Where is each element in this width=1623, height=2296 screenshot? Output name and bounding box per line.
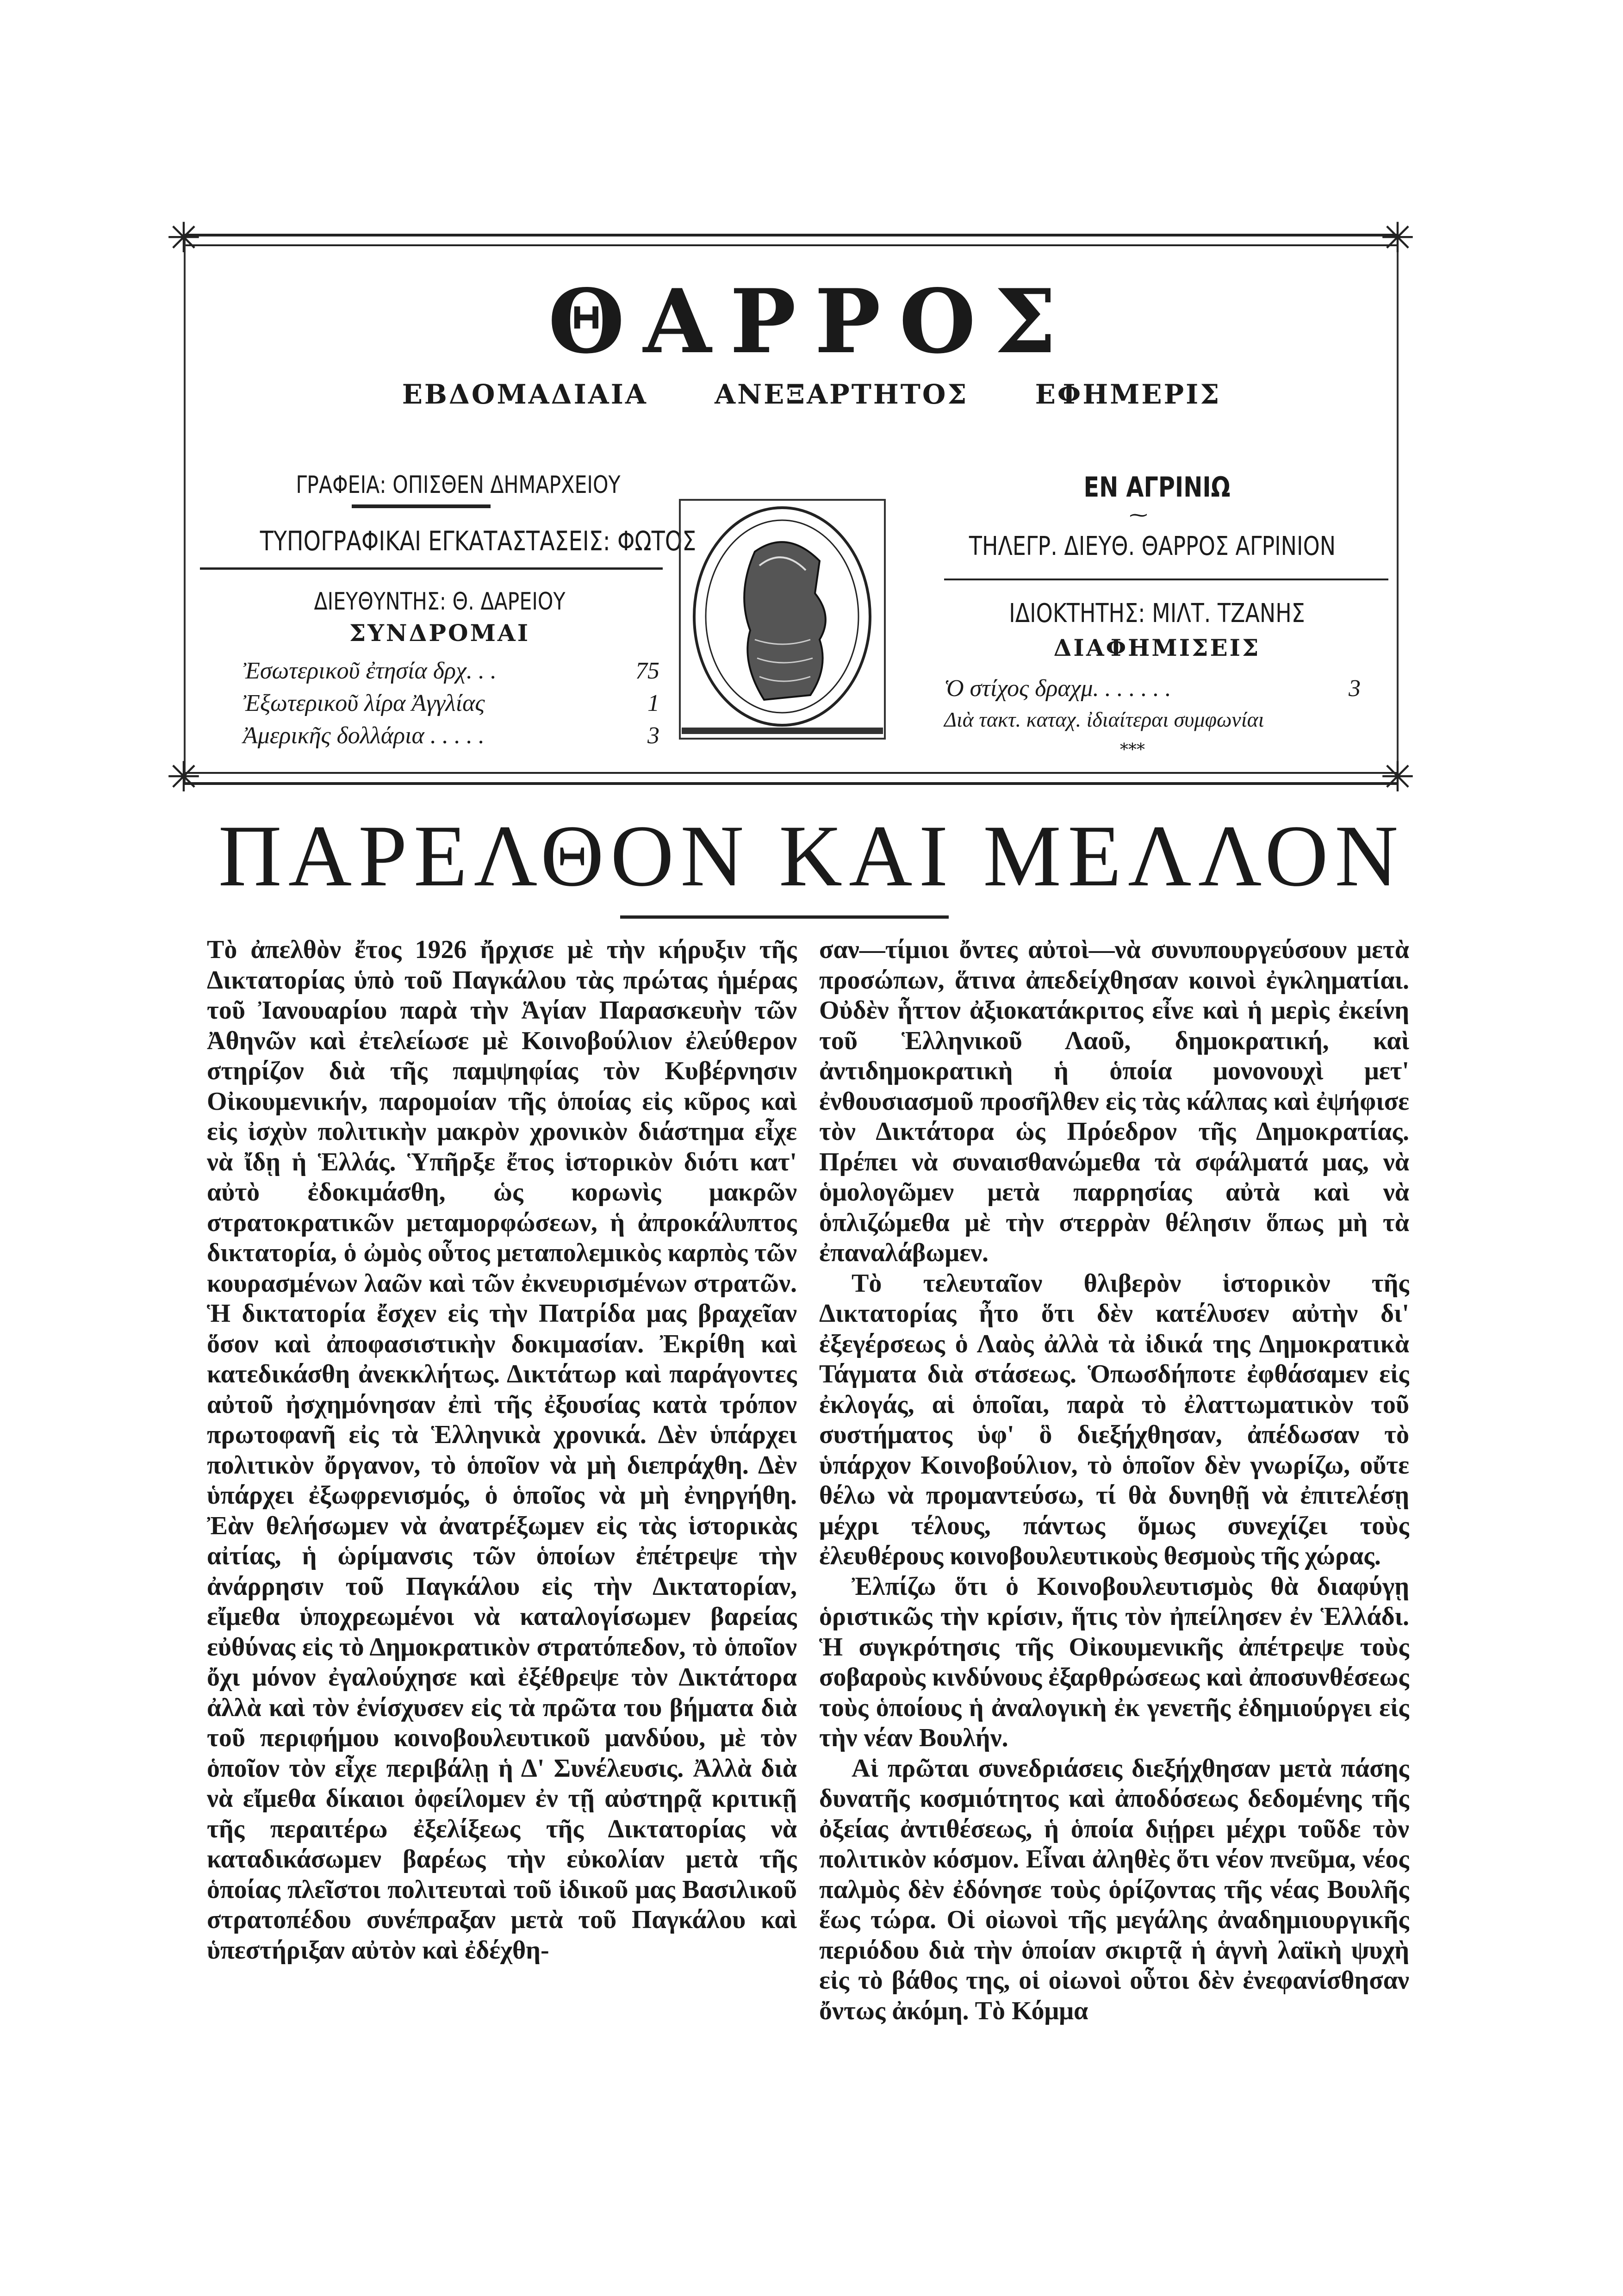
- subscription-row: [243, 722, 659, 749]
- article-headline: ΠΑΡΕΛΘΟΝ ΚΑΙ ΜΕΛΛΟΝ: [218, 808, 1405, 905]
- frame-top-rule-inner: [183, 244, 1398, 246]
- ads-note: [944, 707, 1388, 732]
- offices-address: ΓΡΑΦΕΙΑ: ΟΠΙΣΘΕΝ ΔΗΜΑΡΧΕΙΟΥ: [296, 471, 621, 499]
- athena-medallion-image: [679, 499, 886, 740]
- divider: [200, 567, 663, 570]
- ornament: ***: [1120, 740, 1145, 759]
- ornament-star-icon: ✳: [1380, 753, 1415, 802]
- paragraph: Αἱ πρῶται συνεδριάσεις διεξήχθησαν μετὰ πάσης δυνατῆς κοσμιότητος καὶ ἀποδόσεως δεδομένης τῆς ὀξείας ἀντιθέσεως, ἡ ὁποία διῄρει μέχρι τοῦδε τὸν πολιτικὸν κόσμον. Εἶναι ἀληθὲς ὅτι νέον πνεῦμα, νέος παλμὸς δὲν ἐδόνησε τοὺς ὁρίζοντας τῆς νέας Βουλῆς ἕως τώρα. Οἱ οἰωνοὶ τῆς μεγάλης ἀναδημιουργικῆς περιόδου διὰ τὴν ὁποίαν σκιρτᾷ ἡ ἁγνὴ λαϊκὴ ψυχὴ εἰς τὸ βάθος της, οἱ οἰωνοὶ οὗτοι δὲν ἐνεφανίσθησαν ὄντως ἀκόμη. Τὸ Κόμμα: [819, 1754, 1409, 2025]
- ads-note-text: Διὰ τακτ. καταχ. ἰδιαίτεραι συμφωνίαι: [944, 708, 1264, 731]
- frame-top-rule: [183, 234, 1398, 236]
- frame-bottom-rule: [183, 782, 1398, 785]
- ads-label: Ὁ στίχος δραχμ. . . . . . .: [944, 675, 1171, 702]
- subscription-label: Ἀμερικῆς δολλάρια . . . . .: [243, 722, 485, 749]
- ornament-star-icon: ✳: [1380, 214, 1415, 262]
- divider: [944, 579, 1388, 580]
- flourish-icon: ⁓: [1129, 504, 1148, 526]
- subscription-label: Ἐσωτερικοῦ ἐτησία δρχ. . .: [243, 658, 497, 684]
- subscription-row: [243, 657, 659, 684]
- subscription-value: 3: [647, 722, 659, 749]
- paragraph: Ἐλπίζω ὅτι ὁ Κοινοβουλευτισμὸς θὰ διαφύγῃ ὁριστικῶς τὴν κρίσιν, ἥτις τὸν ἠπείλησεν ἐν Ἑλλάδι. Ἡ συγκρότησις τῆς Οἰκουμενικῆς ἀπέτρεψε τοὺς σοβαροὺς κινδύνους ἐξαρθρώσεως καὶ ἀποσυνθέσεως τοὺς ὁποίους ἡ ἀναλογικὴ ἐκ γενετῆς ἐδημιούργει εἰς τὴν νέαν Βουλήν.: [819, 1572, 1409, 1752]
- athena-head-icon: [681, 501, 884, 738]
- paragraph: σαν—τίμιοι ὄντες αὐτοὶ—νὰ συνυπουργεύσουν μετὰ προσώπων, ἅτινα ἀπεδείχθησαν κοινοὶ ἐγκληματίαι. Οὐδὲν ἧττον ἀξιοκατάκριτος εἶνε καὶ ἡ μερὶς ἐκείνη τοῦ Ἑλληνικοῦ Λαοῦ, δημοκρατική, καὶ ἀντιδημοκρατικὴ ἡ ὁποία μονονουχὶ μετ' ἐνθουσιασμοῦ προσῆλθεν εἰς τὰς κάλπας καὶ ἐψήφισε τὸν Δικτάτορα ὡς Πρόεδρον τῆς Δημοκρατίας. Πρέπει νὰ συναισθανώμεθα τὰ σφάλματά μας, νὰ ὁμολογῶμεν μετὰ παρρησίας αὐτὰ καὶ νὰ ὁπλιζώμεθα μὲ τὴν στερρὰν θέλησιν ὅπως μὴ τὰ ἐπαναλάβωμεν.: [819, 935, 1409, 1267]
- subscription-row: [243, 690, 659, 717]
- masthead-title: ΘΑΡΡΟΣ: [548, 270, 1075, 373]
- ornament-star-icon: ✳: [166, 753, 201, 802]
- telegraph-address: ΤΗΛΕΓΡ. ΔΙΕΥΘ. ΘΑΡΡΟΣ ΑΓΡΙΝΙΟΝ: [969, 531, 1336, 561]
- printing-works: ΤΥΠΟΓΡΑΦΙΚΑΙ ΕΓΚΑΤΑΣΤΑΣΕΙΣ: ΦΩΤΟΣ: [260, 525, 696, 557]
- article-column-2: [819, 935, 1409, 2166]
- subscription-value: 1: [647, 690, 659, 716]
- subscriptions-title: ΣΥΝΔΡΟΜΑΙ: [349, 619, 530, 647]
- ads-value: 3: [1349, 675, 1361, 702]
- frame-bottom-rule-inner: [183, 772, 1398, 774]
- location: ΕΝ ΑΓΡΙΝΙΩ: [1083, 471, 1231, 504]
- ads-title: ΔΙΑΦΗΜΙΣΕΙΣ: [1053, 634, 1261, 661]
- paragraph: Τὸ ἀπελθὸν ἔτος 1926 ἤρχισε μὲ τὴν κήρυξιν τῆς Δικτατορίας ὑπὸ τοῦ Παγκάλου τὰς πρώτας ἡμέρας τοῦ Ἰανουαρίου παρὰ τὴν Ἁγίαν Παρασκευὴν τῶν Ἀθηνῶν καὶ ἐτελείωσε μὲ Κοινοβούλιον ἐλεύθερον στηρίζον διὰ τῆς παμψηφίας τὸν Κυβέρνησιν Οἰκουμενικήν, παρομοίαν τῆς ὁποίας εἰς κῦρος καὶ εἰς ἰσχὺν πολιτικὴν μακρὸν χρονικὸν διάστημα εἶχε νὰ ἴδῃ ἡ Ἑλλάς. Ὑπῆρξε ἔτος ἱστορικὸν διότι κατ' αὐτὸ ἐδοκιμάσθη, ὡς κορωνὶς μακρῶν στρατοκρατικῶν μεταμορφώσεων, ἡ ἀπροκάλυπτος δικτατορία, ὁ ὠμὸς οὗτος μεταπολεμικὸς καρπὸς τῶν κουρασμένων λαῶν καὶ τῶν ἐκνευρισμένων στρατῶν. Ἡ δικτατορία ἔσχεν εἰς τὴν Πατρίδα μας βραχεῖαν ὅσον καὶ ἀποφασιστικὴν δοκιμασίαν. Ἐκρίθη καὶ κατεδικάσθη ἀνεκκλήτως. Δικτάτωρ καὶ παράγοντες αὐτοῦ ἠσχημόνησαν ἐπὶ τῆς ἐξουσίας κατὰ τρόπον πρωτοφανῆ εἰς τὰ Ἑλληνικὰ χρονικά. Δὲν ὑπάρχει πολιτικὸν ὄργανον, τὸ ὁποῖον νὰ μὴ διεπράχθη. Δὲν ὑπάρχει ἐξωφρενισμός, ὁ ὁποῖος νὰ μὴ ἐνηργήθη. Ἐὰν θελήσωμεν νὰ ἀνατρέξωμεν εἰς τὰς ἱστορικὰς αἰτίας, ἡ ὡρίμανσις τῶν ὁποίων ἐπέτρεψε τὴν ἀνάρρησιν τοῦ Παγκάλου εἰς τὴν Δικτατορίαν, εἴμεθα ὑποχρεωμένοι νὰ καταλογίσωμεν βαρείας εὐθύνας εἰς τὸ Δημοκρατικὸν στρατόπεδον, τὸ ὁποῖον ὄχι μόνον ἐγαλούχησε καὶ ἐξέθρεψε τὸν Δικτάτορα ἀλλὰ καὶ τὸν ἐνίσχυσεν εἰς τὰ πρῶτα του βήματα διὰ τοῦ περιφήμου κοινοβουλευτικοῦ μανδύου, μὲ τὸν ὁποῖον τὸν εἶχε περιβάλῃ ἡ Δ' Συνέλευσις. Ἀλλὰ διὰ νὰ εἴμεθα δίκαιοι ὀφείλομεν ἐν τῇ αὐστηρᾷ κριτικῇ τῆς περαιτέρω ἐξελίξεως τῆς Δικτατορίας νὰ καταδικάσωμεν βαρέως τὴν εὐκολίαν μετὰ τῆς ὁποίας πλεῖστοι πολιτευταὶ τοῦ ἰδικοῦ μας Βασιλικοῦ στρατοπέδου συνέπραξαν μετὰ τοῦ Παγκάλου καὶ ὑπεστήριξαν αὐτὸν καὶ ἐδέχθη-: [207, 935, 797, 1965]
- director: ΔΙΕΥΘΥΝΤΗΣ: Θ. ΔΑΡΕΙΟΥ: [314, 588, 566, 616]
- subscription-label: Ἐξωτερικοῦ λίρα Ἀγγλίας: [243, 690, 485, 716]
- paragraph: Τὸ τελευταῖον θλιβερὸν ἱστορικὸν τῆς Δικτατορίας ἦτο ὅτι δὲν κατέλυσεν αὐτὴν δι' ἐξεγέρσεως ὁ Λαὸς ἀλλὰ τὰ ἰδικά της Δημοκρατικὰ Τάγματα διὰ στάσεως. Ὁπωσδήποτε ἐφθάσαμεν εἰς ἐκλογάς, αἱ ὁποῖαι, παρὰ τὸ ἐλαττωματικὸν τοῦ συστήματος ὑφ' ὃ διεξήχθησαν, ἀπέδωσαν τὸ ὑπάρχον Κοινοβούλιον, τὸ ὁποῖον δὲν γνωρίζω, οὔτε θέλω νὰ προμαντεύσω, τί θὰ δυνηθῇ νὰ ἐπιτελέσῃ μέχρι τέλους, πάντως ὅμως συνεχίζει τοὺς ἐλευθέρους κοινοβουλευτικοὺς θεσμοὺς τῆς χώρας.: [819, 1269, 1409, 1570]
- headline-underline: [620, 915, 949, 919]
- ads-row: [944, 675, 1361, 702]
- subscription-value: 75: [635, 658, 659, 684]
- masthead-subtitle: ΕΒΔΟΜΑΔΙΑΙΑ ΑΝΕΞΑΡΤΗΤΟΣ ΕΦΗΜΕΡΙΣ: [402, 379, 1221, 410]
- divider: [352, 504, 491, 508]
- owner: ΙΔΙΟΚΤΗΤΗΣ: ΜΙΛΤ. ΤΖΑΝΗΣ: [1009, 598, 1305, 628]
- article-column-1: [207, 935, 797, 2166]
- ornament-star-icon: ✳: [166, 214, 201, 262]
